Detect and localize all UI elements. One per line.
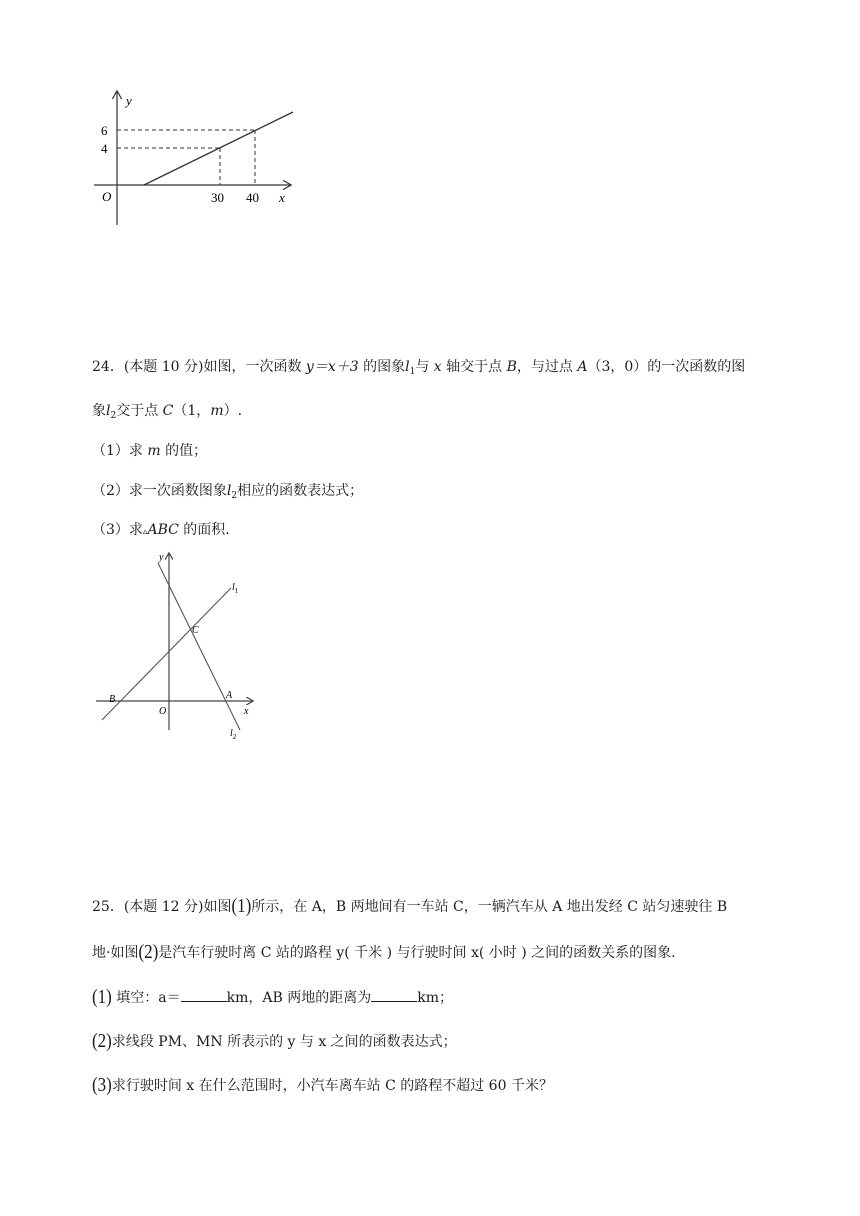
line-l2-symbol: l	[106, 403, 111, 419]
q24-sub-1	[92, 440, 207, 460]
var-m: m	[147, 443, 161, 459]
point-a: A	[577, 359, 588, 375]
answer-blank-a[interactable]	[181, 989, 227, 1002]
q24-sub-text: 的面积.	[178, 522, 230, 538]
x-tick-30: 30	[211, 190, 224, 205]
point-a-coord: （3，0）	[587, 359, 648, 375]
q24-function: y＝x＋3	[305, 359, 359, 375]
q25-line-2	[92, 942, 676, 962]
line-l1-subscript: 1	[409, 367, 416, 377]
q24-points: (本题 10 分)	[123, 359, 204, 375]
q25-sub-text: 填空：a＝	[111, 990, 181, 1006]
line-l2-subscript: 2	[110, 411, 117, 421]
q25-number: 25．	[92, 899, 124, 915]
q25-sub-text: km；	[417, 990, 453, 1006]
q24-number: 24．	[92, 359, 124, 375]
x-axis-label: x	[279, 190, 285, 205]
q25-line-1	[92, 896, 727, 916]
label-x: x	[244, 706, 249, 717]
q25-sub-3	[92, 1075, 553, 1095]
q24-text: ，与过点	[516, 359, 578, 375]
point-b: B	[506, 359, 517, 375]
q24-text: 的图象	[358, 359, 406, 375]
var-x: x	[433, 359, 442, 375]
q24-text: 象	[92, 403, 106, 419]
q25-text: 所示，在 A，B 两地间有一车站 C，一辆汽车从 A 地出发经 C 站匀速驶往 B	[251, 899, 728, 915]
figure-line-graph	[90, 88, 300, 230]
point-c: C	[162, 403, 174, 419]
q24-sub-3	[92, 519, 230, 539]
sub-number-2: (2)	[92, 1029, 112, 1052]
q24-text: 与	[415, 359, 434, 375]
x-tick-40: 40	[246, 190, 259, 205]
q25-sub-2	[92, 1031, 457, 1051]
q24-text: 的一次函数的图	[647, 359, 746, 375]
label-c: C	[192, 625, 199, 636]
q25-points: (本题 12 分)	[123, 899, 204, 915]
label-b: B	[109, 694, 116, 705]
triangle-abc: ABC	[147, 522, 179, 538]
q25-text: 是汽车行驶时离 C 站的路程 y( 千米 ) 与行驶时间 x( 小时 ) 之间的函数关系的图象.	[158, 945, 676, 961]
line-l2-symbol: l	[226, 483, 232, 499]
line-l2-subscript: 2	[231, 491, 238, 501]
origin-label: O	[102, 189, 112, 204]
label-a: A	[226, 690, 233, 701]
q24-sub-2	[92, 480, 363, 501]
q25-sub-text: km，AB 两地的距离为	[226, 990, 372, 1006]
q24-sub-text: 相应的函数表达式；	[237, 483, 364, 499]
q24-text: 如图，一次函数	[203, 359, 306, 375]
label-o: O	[159, 706, 167, 717]
figure-ref-1: (1)	[231, 894, 252, 917]
var-m: m	[210, 403, 224, 419]
sub-number-3: (3)	[92, 1073, 112, 1096]
q25-sub-text: 求行驶时间 x 在什么范围时，小汽车离车站 C 的路程不超过 60 千米？	[111, 1078, 553, 1094]
q24-sub-text: （2）求一次函数图象	[92, 483, 227, 499]
q25-sub-text: 求线段 PM、MN 所表示的 y 与 x 之间的函数表达式；	[111, 1034, 457, 1050]
figure-two-lines	[92, 548, 267, 743]
q24-text: 交于点	[116, 403, 163, 419]
q25-text: 地·如图	[92, 945, 139, 961]
q24-sub-text: （3）求	[92, 522, 143, 538]
q24-sub-text: （1）求	[92, 443, 148, 459]
q25-sub-1	[92, 987, 453, 1007]
label-l1: $l_1$	[232, 582, 239, 595]
sub-number-1: (1)	[92, 985, 112, 1008]
line-l1	[102, 588, 231, 720]
figure-ref-2: (2)	[138, 940, 159, 963]
label-l2: $l_2$	[230, 728, 237, 741]
triangle-symbol: ▵	[142, 527, 148, 537]
y-tick-6: 6	[101, 123, 108, 138]
q24-line-1	[92, 356, 745, 377]
q25-text: 如图	[203, 899, 232, 915]
y-tick-4: 4	[101, 141, 108, 156]
point-c-coord: （1，	[173, 403, 211, 419]
q24-line-2	[92, 400, 242, 421]
y-axis-label: y	[126, 93, 132, 108]
answer-blank-ab[interactable]	[371, 989, 417, 1002]
point-c-coord: ）.	[223, 403, 243, 419]
label-y: y	[159, 552, 164, 563]
line-l2	[158, 563, 240, 730]
line-l1-symbol: l	[405, 359, 410, 375]
q24-sub-text: 的值；	[160, 443, 208, 459]
q24-text: 轴交于点	[441, 359, 507, 375]
